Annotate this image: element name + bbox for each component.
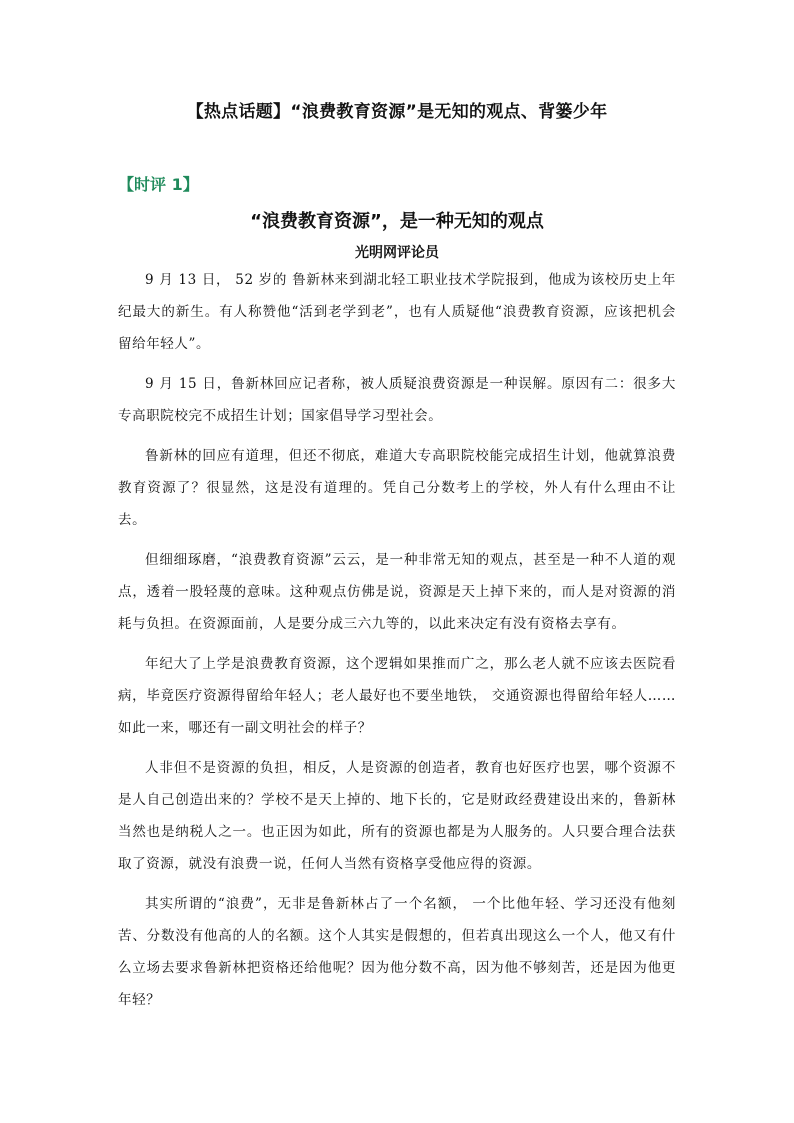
paragraph: 9 月 15 日，鲁新林回应记者称，被人质疑浪费资源是一种误解。原因有二：很多大专高职院校完不成招生计划；国家倡导学习型社会。 <box>118 376 676 424</box>
paragraph: 年纪大了上学是浪费教育资源，这个逻辑如果推而广之，那么老人就不应该去医院看病，毕竟医疗资源得留给年轻人；老人最好也不要坐地铁， 交通资源也得留给年轻人……如此一来，哪还有一副文明社会的样子？ <box>118 656 676 736</box>
paragraph: 鲁新林的回应有道理，但还不彻底，难道大专高职院校能完成招生计划，他就算浪费教育资源了？很显然，这是没有道理的。凭自己分数考上的学校，外人有什么理由不让去。 <box>118 448 676 528</box>
article-title: “浪费教育资源”，是一种无知的观点 <box>250 211 544 232</box>
document-title: 【热点话题】“浪费教育资源”是无知的观点、背篓少年 <box>186 102 608 122</box>
section-tag: 【时评 1】 <box>118 175 199 194</box>
paragraph: 9 月 13 日， 52 岁的 鲁新林来到湖北轻工职业技术学院报到，他成为该校历史上年纪最大的新生。有人称赞他“活到老学到老”，也有人质疑他“浪费教育资源，应该把机会留给年轻人”。 <box>118 272 676 352</box>
article-body <box>118 264 676 1024</box>
paragraph: 但细细琢磨，“浪费教育资源”云云，是一种非常无知的观点，甚至是一种不人道的观点，透着一股轻蔑的意味。这种观点仿佛是说，资源是天上掉下来的，而人是对资源的消耗与负担。在资源面前，人是要分成三六九等的，以此来决定有没有资格去享有。 <box>118 552 676 632</box>
paragraph: 其实所谓的“浪费”，无非是鲁新林占了一个名额， 一个比他年轻、学习还没有他刻苦、分数没有他高的人的名额。这个人其实是假想的，但若真出现这么一个人，他又有什么立场去要求鲁新林把资格还给他呢？因为他分数不高，因为他不够刻苦，还是因为他更年轻？ <box>118 896 676 1008</box>
paragraph: 人非但不是资源的负担，相反，人是资源的创造者，教育也好医疗也罢，哪个资源不是人自己创造出来的？学校不是天上掉的、地下长的，它是财政经费建设出来的，鲁新林当然也是纳税人之一。也正因为如此，所有的资源也都是为人服务的。人只要合理合法获取了资源，就没有浪费一说，任何人当然有资格享受他应得的资源。 <box>118 760 676 872</box>
byline: 光明网评论员 <box>355 245 439 261</box>
